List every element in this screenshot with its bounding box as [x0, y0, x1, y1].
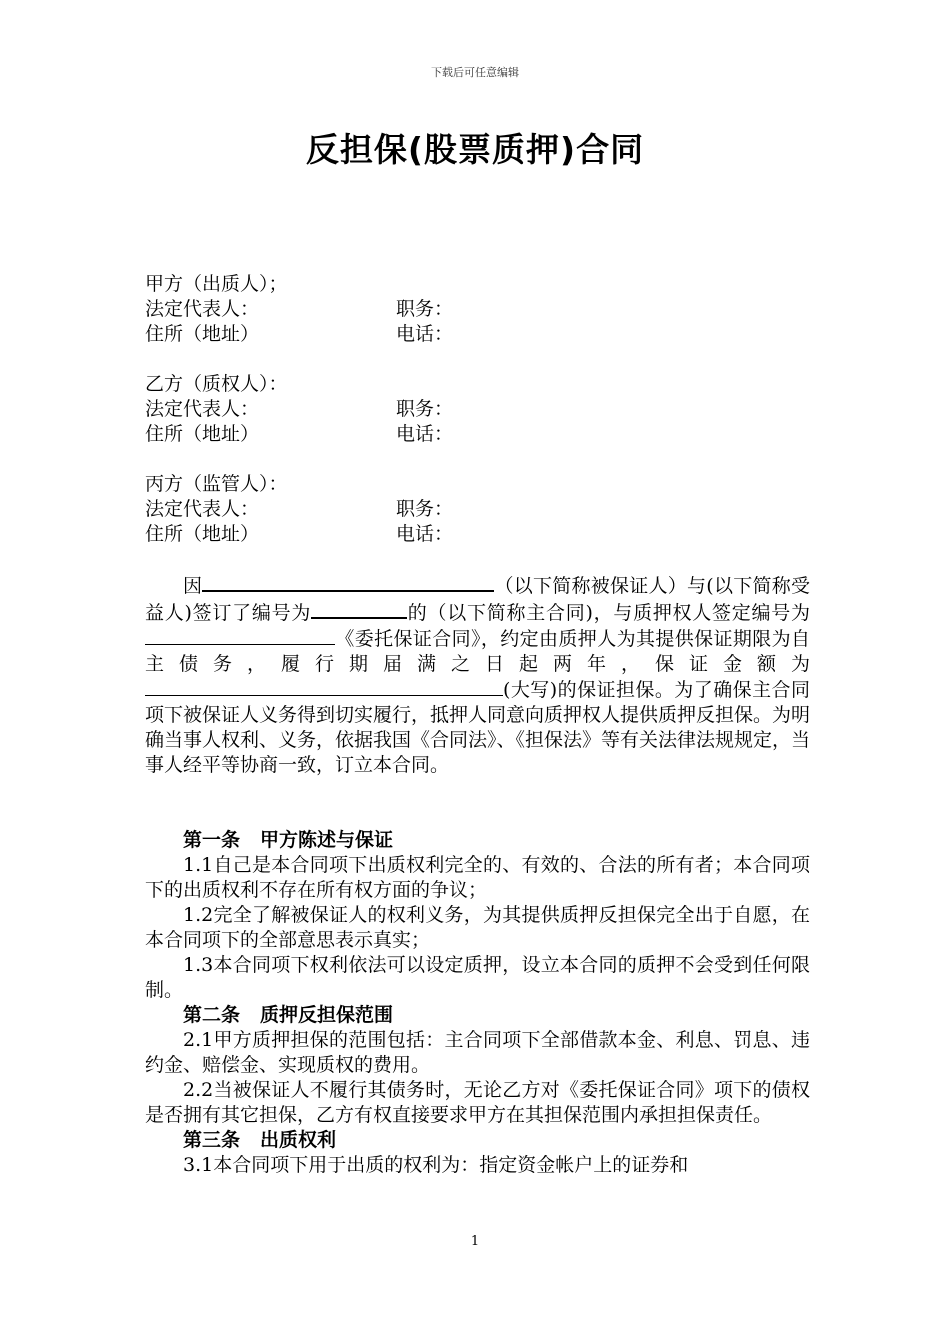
document-title: 反担保(股票质押)合同 — [305, 130, 645, 169]
party-c-phone-label: 电话： — [396, 523, 454, 545]
party-c-address-label: 住所（地址） — [145, 523, 260, 545]
party-a-heading: 甲方（出质人）； — [145, 273, 288, 295]
party-b-position-label: 职务： — [396, 398, 454, 420]
party-b-block — [145, 372, 810, 447]
article-1 — [145, 828, 810, 1003]
article-3-title: 第三条 出质权利 — [183, 1129, 337, 1151]
clause-2-1: 2.1甲方质押担保的范围包括：主合同项下全部借款本金、利息、罚息、违约金、赔偿金、实现质权的费用。 — [145, 1029, 810, 1076]
party-b-phone-label: 电话： — [396, 423, 454, 445]
party-b-address-label: 住所（地址） — [145, 423, 260, 445]
party-b-rep-label: 法定代表人： — [145, 398, 260, 420]
article-1-title: 第一条 甲方陈述与保证 — [183, 829, 394, 851]
party-a-phone-label: 电话： — [396, 323, 454, 345]
clause-3-1: 3.1本合同项下用于出质的权利为：指定资金帐户上的证券和 — [183, 1154, 689, 1176]
clause-1-3: 1.3本合同项下权利依法可以设定质押，设立本合同的质押不会受到任何限制。 — [145, 954, 810, 1001]
party-a-position-label: 职务： — [396, 298, 454, 320]
article-2-title: 第二条 质押反担保范围 — [183, 1004, 394, 1026]
page-number: 1 — [470, 1234, 480, 1249]
party-c-rep-label: 法定代表人： — [145, 498, 260, 520]
clause-1-1: 1.1自己是本合同项下出质权利完全的、有效的、合法的所有者；本合同项下的出质权利不存在所有权方面的争议； — [145, 854, 810, 901]
preamble-paragraph: 因 （以下简称被保证人）与(以下简称受益人)签订了编号为 的（以下简称主合同)，与质押权人签定编号为《委托保证合同》，约定由质押人为其提供保证期限为自主债务，履行期届满之日起两年，保证金额为(大写)的保证担保。为了确保主合同项下被保证人义务得到切实履行，抵押人同意向质押权人提供质押反担保。为明确当事人权利、义务，依据我国《合同法》、《担保法》等有关法律法规规定，当事人经平等协商一致，订立本合同。 — [145, 572, 810, 778]
party-c-heading: 丙方（监管人）： — [145, 473, 288, 495]
article-3 — [145, 1128, 810, 1178]
party-b-heading: 乙方（质权人）： — [145, 373, 288, 395]
party-a-address-label: 住所（地址） — [145, 323, 260, 345]
party-c-position-label: 职务： — [396, 498, 454, 520]
clause-1-2: 1.2完全了解被保证人的权利义务，为其提供质押反担保完全出于自愿，在本合同项下的全部意思表示真实； — [145, 904, 810, 951]
party-a-block — [145, 272, 810, 347]
header-note: 下载后可任意编辑 — [431, 66, 519, 79]
party-c-block — [145, 472, 810, 547]
document-body — [145, 272, 810, 1178]
guarantee-amount-blank[interactable] — [145, 677, 503, 696]
clause-2-2: 2.2当被保证人不履行其债务时，无论乙方对《委托保证合同》项下的债权是否拥有其它担保，乙方有权直接要求甲方在其担保范围内承担担保责任。 — [145, 1079, 810, 1126]
party-a-rep-label: 法定代表人： — [145, 298, 260, 320]
article-2 — [145, 1003, 810, 1128]
main-contract-number-blank[interactable] — [311, 599, 407, 619]
guaranteed-party-blank[interactable] — [202, 572, 494, 592]
entrust-contract-number-blank[interactable] — [145, 626, 335, 645]
